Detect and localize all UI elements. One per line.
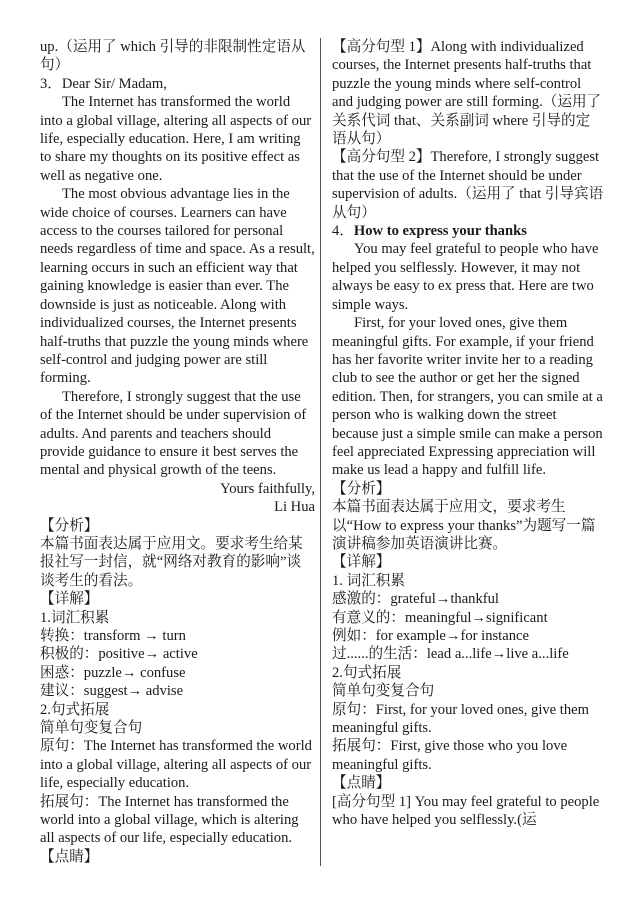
left-column xyxy=(40,38,315,866)
sentence-subheading: 简单句变复合句 xyxy=(332,683,435,700)
speech-paragraph: You may feel grateful to people who have helped you selflessly. However, it may not always be easy to ex press that. Here are two simple ways. xyxy=(332,241,599,313)
highlight-heading: 【点睛】 xyxy=(332,775,391,792)
letter-paragraph: The Internet has transformed the world into a global village, altering all aspects of our life, especially education. Here, I am writing to share my thoughts on its positive effect as well as negative one. xyxy=(40,94,312,184)
vocab-heading: 1. 词汇积累 xyxy=(332,572,405,589)
right-column xyxy=(332,38,604,829)
sentence-subheading: 简单句变复合句 xyxy=(40,720,143,737)
analysis-heading: 【分析】 xyxy=(332,480,391,497)
original-sentence: 原句：First, for your loved ones, give them meaningful gifts. xyxy=(332,701,589,737)
high-score-pattern-2: 【高分句型 2】Therefore, I strongly suggest that the use of the Internet should be under supervision of adults.（运用了 that 引导宾语从句） xyxy=(332,149,604,221)
vocab-item: 例如：for example→for instance xyxy=(332,628,529,644)
item4-number: 4． xyxy=(332,223,354,240)
highlight-pattern-1: [高分句型 1] You may feel grateful to people who have helped you selflessly.(运 xyxy=(332,793,600,829)
expanded-sentence: 拓展句：First, give those who you love meaningful gifts. xyxy=(332,738,568,773)
highlight-heading: 【点睛】 xyxy=(40,848,99,865)
letter-paragraph: Therefore, I strongly suggest that the use of the Internet should be under supervision of adults. And parents and teachers should provide guidance to ensure it best serves the mental and physical growth of the teens. xyxy=(40,388,307,479)
letter-signature: Li Hua xyxy=(274,499,315,516)
vocab-item: 困惑：puzzle→ confuse xyxy=(40,664,186,681)
high-score-pattern-1: 【高分句型 1】Along with individualized courses, the Internet presents half-truths that puzzle the young minds where self-control and judging power are still forming.（运用了关系代词 that、关系副词 where 引导的定语从句） xyxy=(332,39,602,148)
analysis-text: 本篇书面表达属于应用文，要求考生以“How to express your thanks”为题写一篇演讲稿参加英语演讲比赛。 xyxy=(332,499,596,552)
vocab-heading: 1.词汇积累 xyxy=(40,609,110,626)
original-sentence: 原句：The Internet has transformed the world into a global village, altering all aspects of our life, especially education. xyxy=(40,738,312,792)
vocab-item: 转换：transform → turn xyxy=(40,628,186,644)
analysis-text: 本篇书面表达属于应用文。要求考生给某报社写一封信，就“网络对教育的影响”谈谈考生的看法。 xyxy=(40,535,303,589)
item4-heading xyxy=(332,222,604,240)
analysis-heading: 【分析】 xyxy=(40,517,99,534)
vocab-item: 过......的生活：lead a...life→live a...life xyxy=(332,646,569,663)
letter-paragraph: The most obvious advantage lies in the wide choice of courses. Learners can have access to the courses tailored for personal needs regardless of time and space. As a result, learning occurs in such an efficient way that gaining knowledge is easier than ever. The downside is just as noticeable. Along with individualized courses, the Internet presents half-truths that puzzle the young minds where self-control and judging power are still forming. xyxy=(40,186,315,387)
item3-heading: 3．Dear Sir/ Madam, xyxy=(40,75,167,92)
vocab-item: 有意义的：meaningful→significant xyxy=(332,609,548,626)
speech-paragraph: First, for your loved ones, give them meaningful gifts. For example, if your friend has her favorite writer invite her to a reading club to see the author or get her the signed edition. Then, for strangers, you can smile at a person who is walking down the street because just a simple smile can make a person feel appreciated Expressing appreciation will make us lead a happy and fulfill life. xyxy=(332,315,603,479)
expanded-sentence: 拓展句：The Internet has transformed the world into a global village, which is altering all aspects of our life, especially education. xyxy=(40,793,299,847)
letter-closing: Yours faithfully, xyxy=(220,480,315,497)
continuation-text: up.（运用了 which 引导的非限制性定语从句） xyxy=(40,39,306,74)
detail-heading: 【详解】 xyxy=(332,554,391,571)
detail-heading: 【详解】 xyxy=(40,591,99,608)
sentence-heading: 2.句式拓展 xyxy=(40,701,110,718)
vocab-item: 建议：suggest→ advise xyxy=(40,683,184,700)
column-divider xyxy=(320,38,321,866)
sentence-heading: 2.句式拓展 xyxy=(332,664,402,681)
vocab-item: 积极的：positive→ active xyxy=(40,646,198,663)
item4-title: How to express your thanks xyxy=(353,223,527,240)
vocab-item: 感激的：grateful→thankful xyxy=(332,591,499,608)
